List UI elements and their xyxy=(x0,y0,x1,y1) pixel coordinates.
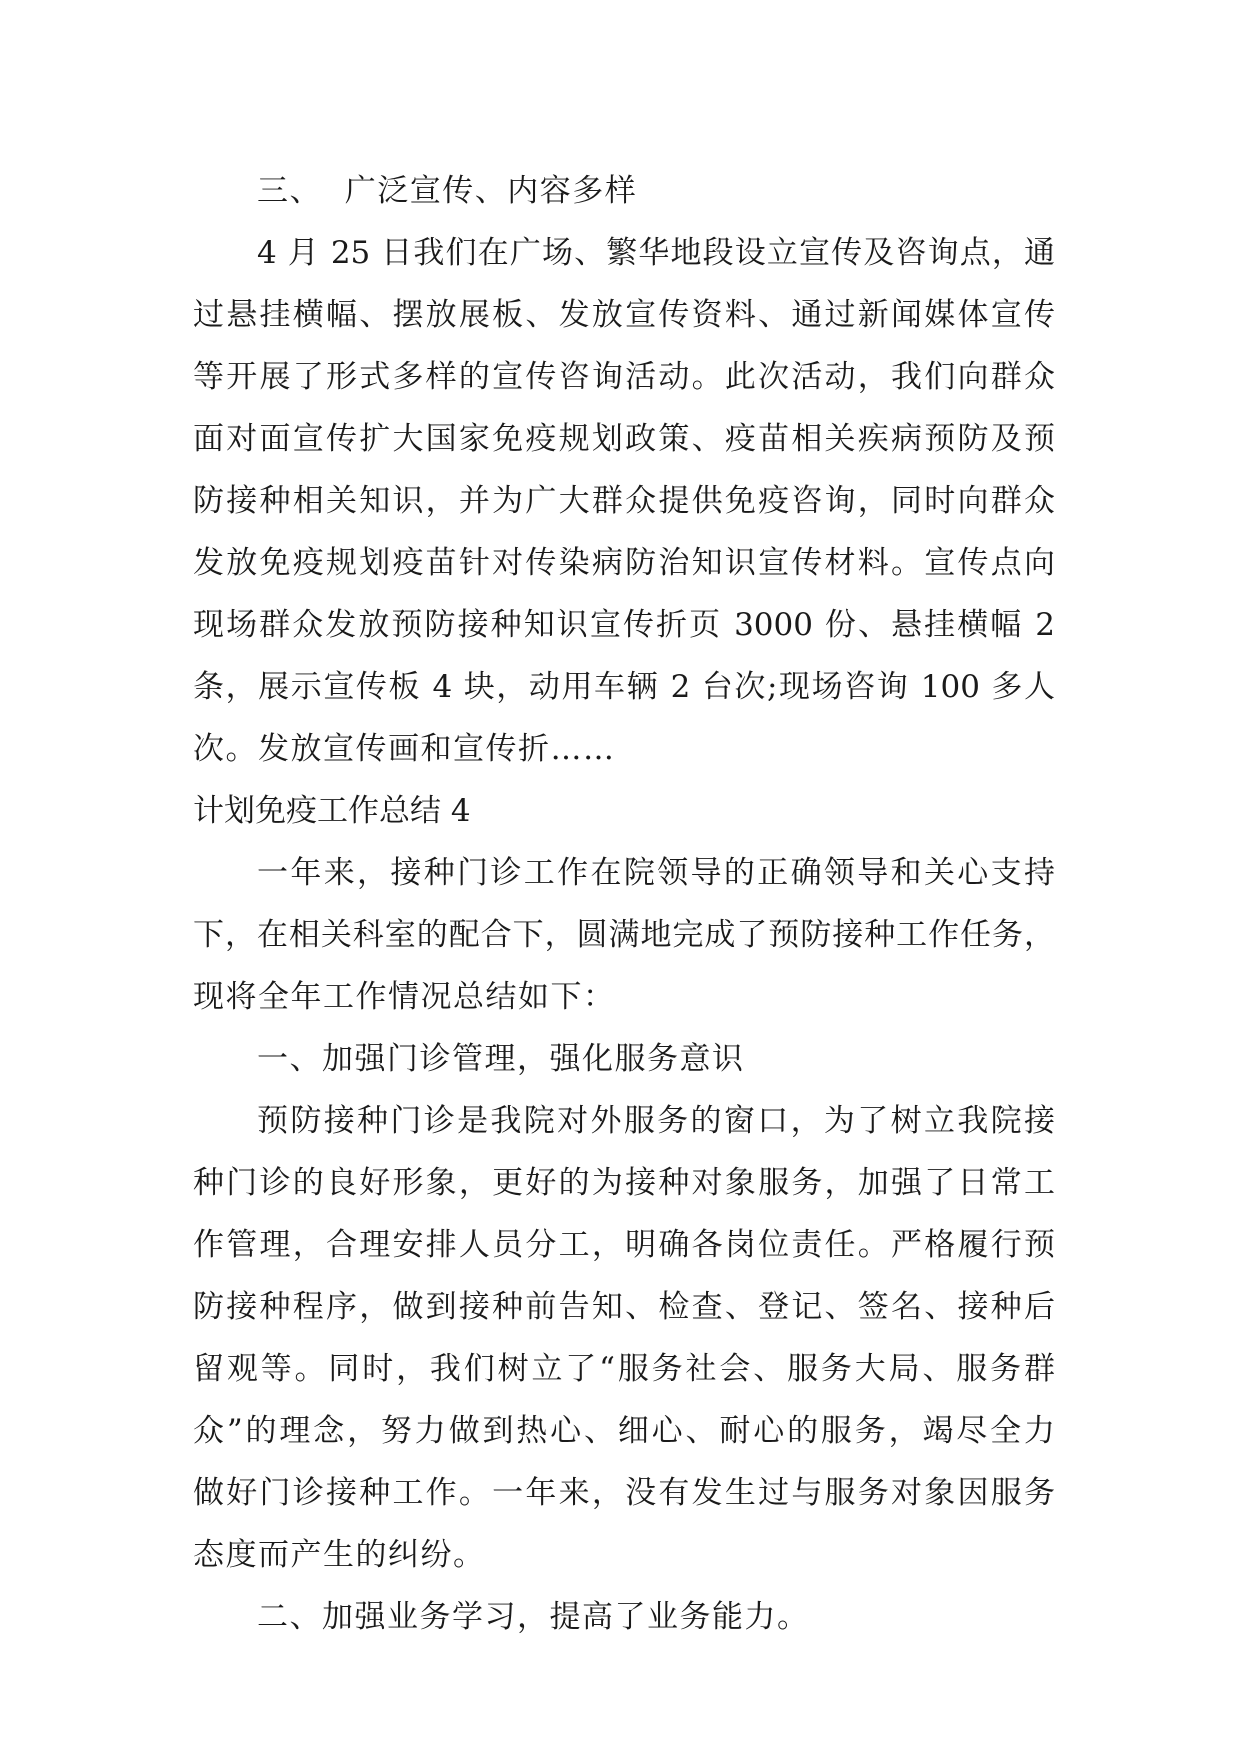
document-body xyxy=(193,160,1055,1648)
paragraph-line: 种门诊的良好形象，更好的为接种对象服务，加强了日常工 xyxy=(193,1165,1055,1201)
paragraph-line: 留观等。同时，我们树立了“服务社会、服务大局、服务群 xyxy=(193,1351,1055,1387)
paragraph-line: 等开展了形式多样的宣传咨询活动。此次活动，我们向群众 xyxy=(193,359,1055,395)
section-heading-3: 三、 广泛宣传、内容多样 xyxy=(257,173,638,209)
paragraph-line: 作管理，合理安排人员分工，明确各岗位责任。严格履行预 xyxy=(193,1227,1055,1263)
paragraph-line: 一年来，接种门诊工作在院领导的正确领导和关心支持 xyxy=(257,855,1055,891)
paragraph-line: 众”的理念，努力做到热心、细心、耐心的服务，竭尽全力 xyxy=(193,1413,1055,1449)
paragraph-line: 现将全年工作情况总结如下： xyxy=(193,979,616,1015)
paragraph-line: 下，在相关科室的配合下，圆满地完成了预防接种工作任务， xyxy=(193,917,1055,953)
paragraph-line: 防接种程序，做到接种前告知、检查、登记、签名、接种后 xyxy=(193,1289,1055,1325)
document-title: 计划免疫工作总结 4 xyxy=(193,793,471,829)
paragraph-line: 面对面宣传扩大国家免疫规划政策、疫苗相关疾病预防及预 xyxy=(193,421,1055,457)
section-heading-2: 二、加强业务学习，提高了业务能力。 xyxy=(257,1599,810,1635)
paragraph-line: 现场群众发放预防接种知识宣传折页 3000 份、悬挂横幅 2 xyxy=(193,607,1055,643)
paragraph-line: 条，展示宣传板 4 块，动用车辆 2 台次;现场咨询 100 多人 xyxy=(193,669,1055,705)
paragraph-line: 态度而产生的纠纷。 xyxy=(193,1537,486,1573)
paragraph-line: 次。发放宣传画和宣传折…… xyxy=(193,731,616,767)
paragraph-line: 发放免疫规划疫苗针对传染病防治知识宣传材料。宣传点向 xyxy=(193,545,1055,581)
paragraph-line: 过悬挂横幅、摆放展板、发放宣传资料、通过新闻媒体宣传 xyxy=(193,297,1055,333)
paragraph-line: 做好门诊接种工作。一年来，没有发生过与服务对象因服务 xyxy=(193,1475,1055,1511)
paragraph-line: 防接种相关知识，并为广大群众提供免疫咨询，同时向群众 xyxy=(193,483,1055,519)
section-heading-1: 一、加强门诊管理，强化服务意识 xyxy=(257,1041,745,1077)
paragraph-line: 预防接种门诊是我院对外服务的窗口，为了树立我院接 xyxy=(257,1103,1055,1139)
paragraph-line: 4 月 25 日我们在广场、繁华地段设立宣传及咨询点，通 xyxy=(257,235,1055,271)
